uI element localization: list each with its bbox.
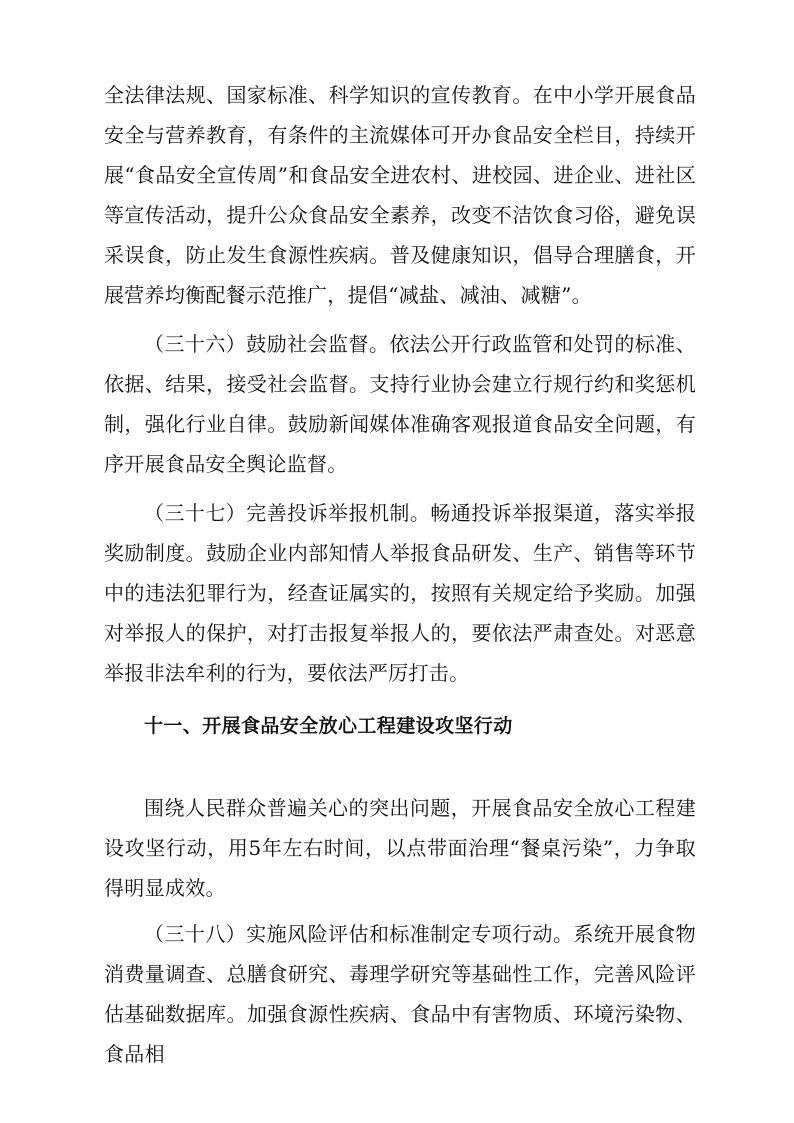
paragraph-publicity-education: 全法律法规、国家标准、科学知识的宣传教育。在中小学开展食品安全与营养教育，有条件的主流媒体可开办食品安全栏目，持续开展“食品安全宣传周”和食品安全进农村、进校园、进企业、进社区等宣传活动，提升公众食品安全素养，改变不洁饮食习俗，避免误采误食，防止发生食源性疾病。普及健康知识，倡导合理膳食，开展营养均衡配餐示范推广，提倡“减盐、减油、减糖”。	[104, 83, 696, 307]
section-heading: 十一、开展食品安全放心工程建设攻坚行动	[144, 715, 513, 737]
paragraph-social-supervision: （三十六）鼓励社会监督。依法公开行政监管和处罚的标准、依据、结果，接受社会监督。支持行业协会建立行规行约和奖惩机制，强化行业自律。鼓励新闻媒体准确客观报道食品安全问题，有序开展食品安全舆论监督。	[104, 332, 696, 476]
paragraph-risk-assessment: （三十八）实施风险评估和标准制定专项行动。系统开展食物消费量调查、总膳食研究、毒理学研究等基础性工作，完善风险评估基础数据库。加强食源性疾病、食品中有害物质、环境污染物、食品相	[104, 922, 696, 1066]
paragraph-complaint-reporting: （三十七）完善投诉举报机制。畅通投诉举报渠道，落实举报奖励制度。鼓励企业内部知情人举报食品研发、生产、销售等环节中的违法犯罪行为，经查证属实的，按照有关规定给予奖励。加强对举报人的保护，对打击报复举报人的，要依法严肃查处。对恶意举报非法牟利的行为，要依法严厉打击。	[104, 501, 696, 685]
paragraph-section-intro: 围绕人民群众普遍关心的突出问题，开展食品安全放心工程建设攻坚行动，用5年左右时间，以点带面治理“餐桌污染”，力争取得明显成效。	[104, 796, 696, 900]
